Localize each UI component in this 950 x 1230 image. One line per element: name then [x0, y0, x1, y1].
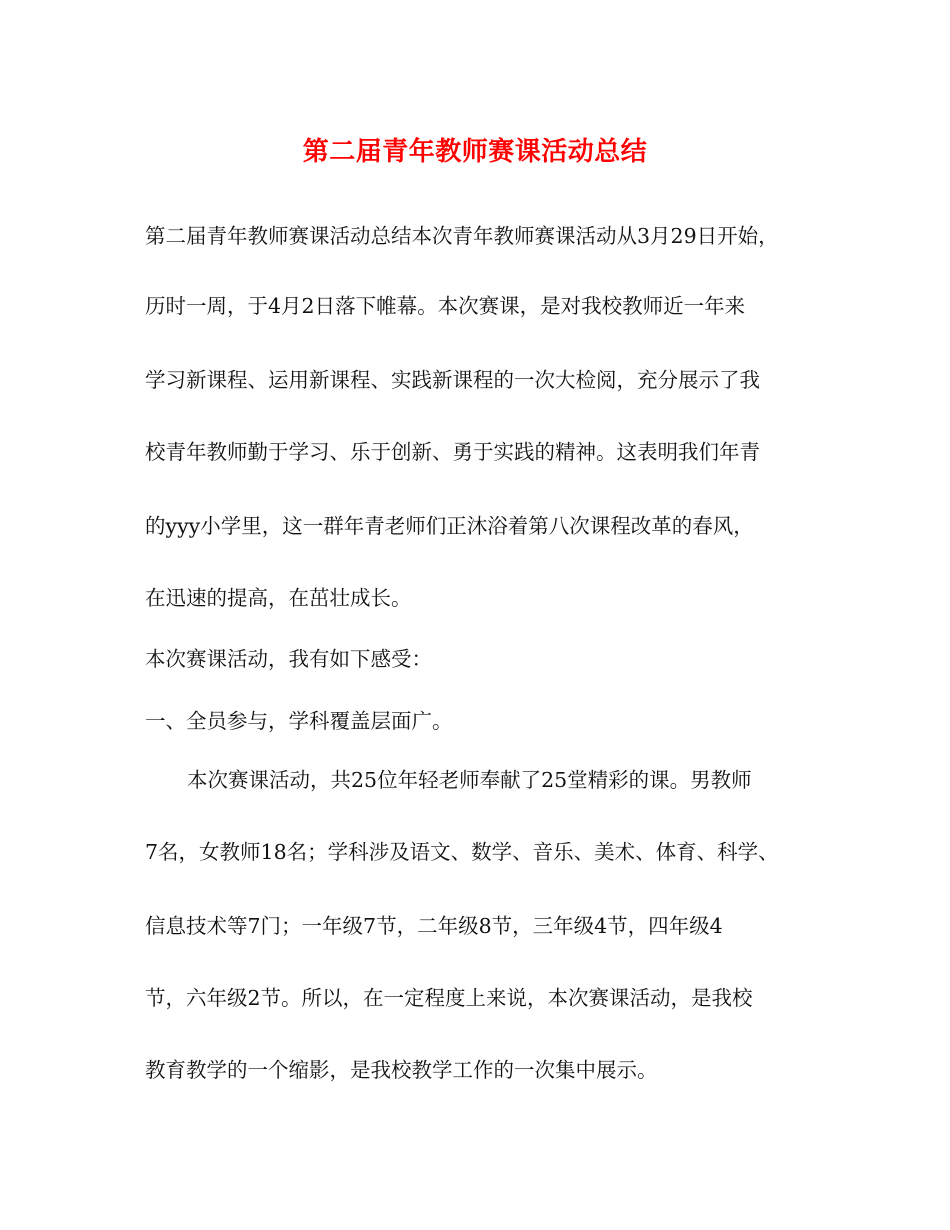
paragraph-line-9: 本次赛课活动，共25位年轻老师奉献了25堂精彩的课。男教师: [187, 768, 752, 792]
paragraph-line-4: 校青年教师勤于学习、乐于创新、勇于实践的精神。这表明我们年青: [145, 440, 760, 464]
paragraph-line-2: 历时一周，于4月2日落下帷幕。本次赛课，是对我校教师近一年来: [145, 294, 746, 318]
document-title: 第二届青年教师赛课活动总结: [302, 137, 648, 167]
section-heading-1: 一、全员参与，学科覆盖层面广。: [145, 709, 453, 733]
paragraph-line-13: 教育教学的一个缩影，是我校教学工作的一次集中展示。: [145, 1058, 658, 1082]
paragraph-line-1: 第二届青年教师赛课活动总结本次青年教师赛课活动从3月29日开始，: [145, 224, 779, 248]
paragraph-line-6: 在迅速的提高，在茁壮成长。: [145, 586, 412, 610]
paragraph-line-5: 的yyy小学里，这一群年青老师们正沐浴着第八次课程改革的春风，: [145, 514, 754, 538]
paragraph-line-10: 7名，女教师18名；学科涉及语文、数学、音乐、美术、体育、科学、: [145, 840, 779, 864]
paragraph-line-3: 学习新课程、运用新课程、实践新课程的一次大检阅，充分展示了我: [145, 368, 760, 392]
paragraph-line-12: 节，六年级2节。所以，在一定程度上来说，本次赛课活动，是我校: [145, 986, 753, 1010]
paragraph-line-11: 信息技术等7门；一年级7节，二年级8节，三年级4节，四年级4: [145, 914, 723, 938]
paragraph-line-7: 本次赛课活动，我有如下感受：: [145, 647, 432, 671]
